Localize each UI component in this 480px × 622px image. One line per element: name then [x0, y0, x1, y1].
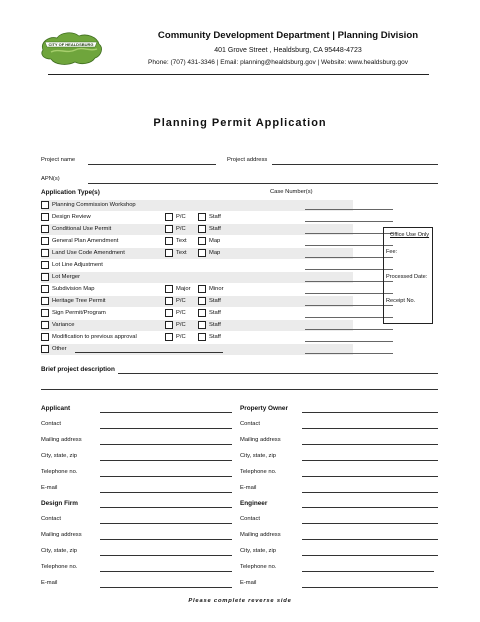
- owner-email-label: E-mail: [240, 485, 257, 491]
- app-type-row: [41, 236, 353, 247]
- design-firm-name-field[interactable]: [100, 507, 232, 508]
- case-number-field[interactable]: [305, 341, 393, 342]
- app-type-label: Heritage Tree Permit: [52, 297, 106, 304]
- applicant-email-field[interactable]: [100, 492, 232, 493]
- option-label: P/C: [176, 333, 186, 340]
- project-name-field[interactable]: [88, 164, 216, 165]
- owner-phone-label: Telephone no.: [240, 469, 277, 475]
- applicant-mailing-label: Mailing address: [41, 437, 82, 443]
- option-checkbox[interactable]: [198, 321, 206, 329]
- case-number-field[interactable]: [305, 293, 393, 294]
- logo-text: CITY OF HEALDSBURG: [48, 42, 94, 47]
- applicant-phone-field[interactable]: [100, 476, 232, 477]
- option-checkbox[interactable]: [198, 309, 206, 317]
- owner-contact-label: Contact: [240, 421, 260, 427]
- owner-email-field[interactable]: [302, 492, 438, 493]
- engineer-mailing-field[interactable]: [302, 539, 438, 540]
- app-type-row: [41, 272, 353, 283]
- case-numbers-heading: Case Number(s): [270, 189, 313, 195]
- engineer-contact-label: Contact: [240, 516, 260, 522]
- option-label: Text: [176, 249, 187, 256]
- header-rule: [48, 74, 429, 75]
- case-number-field[interactable]: [305, 245, 393, 246]
- app-type-checkbox[interactable]: [41, 321, 49, 329]
- office-use-box: [383, 227, 433, 324]
- option-checkbox[interactable]: [198, 225, 206, 233]
- app-type-row: [41, 308, 353, 319]
- app-type-row: [41, 260, 353, 271]
- option-checkbox[interactable]: [165, 225, 173, 233]
- description-field-line-2[interactable]: [41, 389, 438, 390]
- department-title: Community Development Department | Planning Division: [157, 30, 419, 41]
- app-type-checkbox[interactable]: [41, 297, 49, 305]
- engineer-city-field[interactable]: [302, 555, 438, 556]
- case-number-field[interactable]: [305, 305, 393, 306]
- design-contact-field[interactable]: [100, 523, 232, 524]
- app-type-label: Design Review: [52, 213, 91, 220]
- description-field-line-1[interactable]: [118, 373, 438, 374]
- app-type-label: General Plan Amendment: [52, 237, 119, 244]
- option-label: P/C: [176, 321, 186, 328]
- option-label: Staff: [209, 297, 221, 304]
- owner-contact-field[interactable]: [302, 428, 438, 429]
- app-type-label: Subdivision Map: [52, 285, 95, 292]
- owner-city-field[interactable]: [302, 460, 438, 461]
- option-checkbox[interactable]: [165, 213, 173, 221]
- case-number-field[interactable]: [305, 269, 393, 270]
- case-number-field[interactable]: [305, 233, 393, 234]
- app-type-checkbox[interactable]: [41, 273, 49, 281]
- design-email-label: E-mail: [41, 580, 58, 586]
- app-type-label: Land Use Code Amendment: [52, 249, 125, 256]
- design-email-field[interactable]: [100, 587, 232, 588]
- engineer-email-label: E-mail: [240, 580, 257, 586]
- option-label: Map: [209, 237, 221, 244]
- app-type-checkbox[interactable]: [41, 345, 49, 353]
- engineer-name-field[interactable]: [302, 507, 438, 508]
- owner-phone-field[interactable]: [302, 476, 438, 477]
- case-number-field[interactable]: [305, 317, 393, 318]
- app-type-row: [41, 284, 353, 295]
- option-label: Text: [176, 237, 187, 244]
- option-label: Minor: [209, 285, 224, 292]
- option-checkbox[interactable]: [165, 321, 173, 329]
- engineer-heading: Engineer: [240, 500, 268, 507]
- apn-field[interactable]: [88, 183, 438, 184]
- app-type-row: [41, 296, 353, 307]
- app-type-checkbox[interactable]: [41, 237, 49, 245]
- owner-city-label: City, state, zip: [240, 453, 276, 459]
- reverse-side-note: Please complete reverse side: [188, 598, 292, 604]
- owner-mailing-label: Mailing address: [240, 437, 281, 443]
- engineer-city-label: City, state, zip: [240, 548, 276, 554]
- app-type-label: Lot Merger: [52, 273, 81, 280]
- applicant-heading: Applicant: [41, 405, 71, 412]
- option-checkbox[interactable]: [165, 297, 173, 305]
- option-label: Staff: [209, 225, 221, 232]
- app-type-checkbox[interactable]: [41, 249, 49, 257]
- project-name-label: Project name: [41, 157, 76, 163]
- department-address: 401 Grove Street , Healdsburg, CA 95448-4723: [214, 47, 362, 54]
- design-mailing-label: Mailing address: [41, 532, 82, 538]
- option-checkbox[interactable]: [198, 333, 206, 341]
- option-checkbox[interactable]: [198, 237, 206, 245]
- case-number-field[interactable]: [305, 329, 393, 330]
- applicant-email-label: E-mail: [41, 485, 58, 491]
- applicant-mailing-field[interactable]: [100, 444, 232, 445]
- app-type-row: [41, 332, 353, 343]
- applicant-contact-field[interactable]: [100, 428, 232, 429]
- option-label: P/C: [176, 213, 186, 220]
- option-label: Major: [176, 285, 191, 292]
- option-checkbox[interactable]: [198, 285, 206, 293]
- engineer-mailing-label: Mailing address: [240, 532, 281, 538]
- option-checkbox[interactable]: [165, 333, 173, 341]
- option-label: Staff: [209, 333, 221, 340]
- owner-mailing-field[interactable]: [302, 444, 438, 445]
- owner-name-field[interactable]: [302, 412, 438, 413]
- option-label: P/C: [176, 225, 186, 232]
- option-checkbox[interactable]: [198, 249, 206, 257]
- option-checkbox[interactable]: [165, 249, 173, 257]
- app-type-row: [41, 320, 353, 331]
- design-firm-heading: Design Firm: [41, 500, 78, 507]
- design-mailing-field[interactable]: [100, 539, 232, 540]
- applicant-city-label: City, state, zip: [41, 453, 77, 459]
- app-type-checkbox[interactable]: [41, 225, 49, 233]
- option-label: P/C: [176, 309, 186, 316]
- option-label: Staff: [209, 213, 221, 220]
- option-checkbox[interactable]: [165, 237, 173, 245]
- app-type-label: Conditional Use Permit: [52, 225, 112, 232]
- app-type-label: Planning Commission Workshop: [52, 201, 136, 208]
- option-checkbox[interactable]: [165, 309, 173, 317]
- project-address-label: Project address: [227, 157, 268, 163]
- app-type-checkbox[interactable]: [41, 213, 49, 221]
- applicant-contact-label: Contact: [41, 421, 61, 427]
- app-type-label: Modification to previous approval: [52, 333, 137, 340]
- applicant-phone-label: Telephone no.: [41, 469, 78, 475]
- application-types-heading: Application Type(s): [41, 189, 100, 196]
- app-type-checkbox[interactable]: [41, 261, 49, 269]
- case-number-field[interactable]: [305, 221, 393, 222]
- app-type-row: [41, 200, 353, 211]
- option-checkbox[interactable]: [165, 285, 173, 293]
- office-receipt-label: Receipt No.: [386, 298, 416, 304]
- applicant-name-field[interactable]: [100, 412, 232, 413]
- app-type-row: [41, 212, 353, 223]
- app-type-checkbox[interactable]: [41, 201, 49, 209]
- property-owner-heading: Property Owner: [240, 405, 288, 412]
- applicant-city-field[interactable]: [100, 460, 232, 461]
- department-contact: Phone: (707) 431-3346 | Email: planning@healdsburg.gov | Website: www.healdsburg.gov: [148, 59, 408, 66]
- office-use-title: Office Use Only: [390, 232, 430, 238]
- option-label: P/C: [176, 297, 186, 304]
- app-type-checkbox[interactable]: [41, 333, 49, 341]
- apn-label: APN(s): [41, 176, 60, 182]
- document-title: Planning Permit Application: [153, 117, 327, 129]
- app-type-label: Other: [52, 345, 67, 352]
- office-processed-label: Processed Date:: [386, 274, 428, 280]
- option-label: Staff: [209, 309, 221, 316]
- project-address-field[interactable]: [272, 164, 438, 165]
- app-type-checkbox[interactable]: [41, 309, 49, 317]
- app-type-checkbox[interactable]: [41, 285, 49, 293]
- case-number-field[interactable]: [305, 209, 393, 210]
- engineer-phone-field[interactable]: [302, 571, 434, 572]
- option-label: Staff: [209, 321, 221, 328]
- design-phone-field[interactable]: [100, 571, 232, 572]
- app-type-row: [41, 248, 353, 259]
- other-specify-field[interactable]: [75, 352, 223, 353]
- description-label: Brief project description: [41, 366, 115, 373]
- case-number-field[interactable]: [305, 257, 393, 258]
- app-type-row: [41, 344, 353, 355]
- app-type-label: Variance: [52, 321, 75, 328]
- design-city-label: City, state, zip: [41, 548, 77, 554]
- engineer-email-field[interactable]: [302, 587, 438, 588]
- option-label: Map: [209, 249, 221, 256]
- case-number-field[interactable]: [305, 353, 393, 354]
- office-fee-label: Fee:: [386, 249, 398, 255]
- city-logo: [37, 28, 105, 68]
- option-checkbox[interactable]: [198, 213, 206, 221]
- option-checkbox[interactable]: [198, 297, 206, 305]
- design-contact-label: Contact: [41, 516, 61, 522]
- app-type-row: [41, 224, 353, 235]
- case-number-field[interactable]: [305, 281, 393, 282]
- app-type-label: Lot Line Adjustment: [52, 261, 103, 268]
- design-city-field[interactable]: [100, 555, 232, 556]
- engineer-phone-label: Telephone no.: [240, 564, 277, 570]
- engineer-contact-field[interactable]: [302, 523, 438, 524]
- design-phone-label: Telephone no.: [41, 564, 78, 570]
- app-type-label: Sign Permit/Program: [52, 309, 106, 316]
